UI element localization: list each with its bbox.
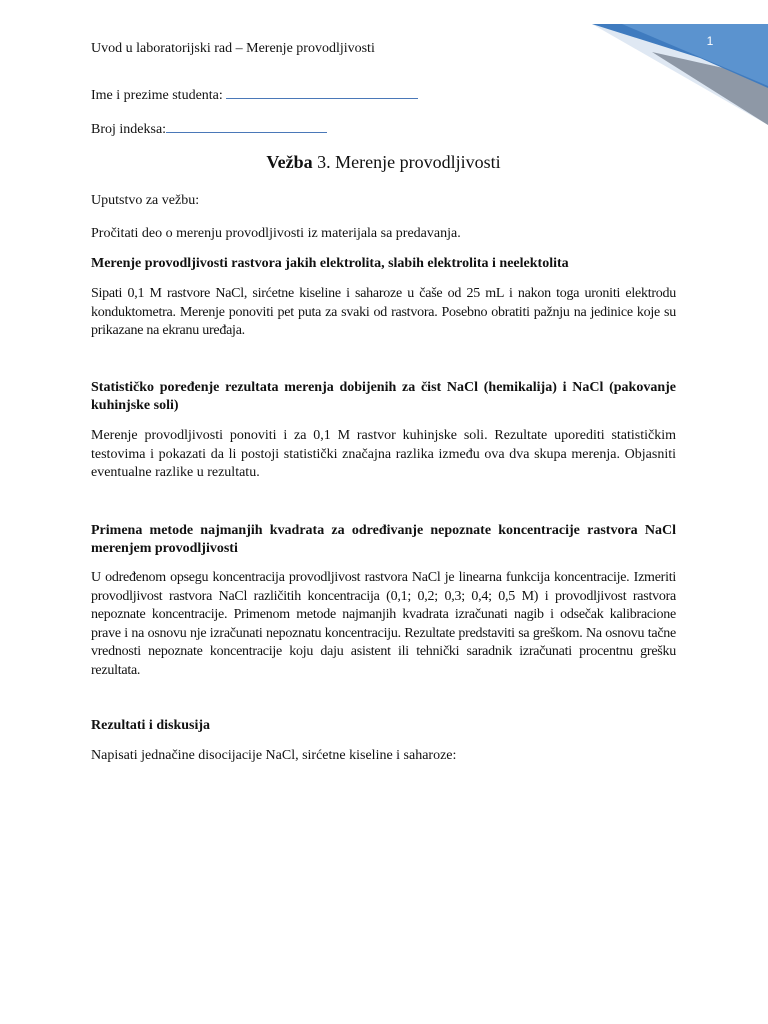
corner-decoration xyxy=(592,0,768,125)
index-number-blank[interactable] xyxy=(166,120,327,133)
section-heading-least-squares: Primena metode najmanjih kvadrata za određivanje nepoznate koncentracije rastvora NaCl merenjem provodljivosti xyxy=(91,523,676,556)
index-number-field xyxy=(91,120,327,138)
exercise-title-rest: 3. Merenje provodljivosti xyxy=(312,152,501,172)
section-body-statistics: Merenje provodljivosti ponoviti i za 0,1 M rastvor kuhinjske soli. Rezultate uporediti statističkim testovima i pokazati da li postoji statistički značajna razlika između ova dva skupa merenja. Objasniti eventualne razlike u rezultatu. xyxy=(91,428,676,481)
index-number-label: Broj indeksa: xyxy=(91,122,167,137)
exercise-title-bold: Vežba xyxy=(266,152,313,172)
student-name-label: Ime i prezime studenta: xyxy=(91,88,223,103)
student-name-field xyxy=(91,86,418,104)
section-heading-statistics: Statističko poređenje rezultata merenja dobijenih za čist NaCl (hemikalija) i NaCl (pakovanje kuhinjske soli) xyxy=(91,380,676,413)
section-body-electrolytes: Sipati 0,1 M rastvore NaCl, sirćetne kiseline i saharoze u čaše od 25 mL i nakon toga uroniti elektrodu konduktometra. Merenje ponoviti pet puta za svaki od rastvora. Posebno obratiti pažnju na jedinice koje su prikazane na ekranu uređaja. xyxy=(91,286,676,339)
section-body-results: Napisati jednačine disocijacije NaCl, sirćetne kiseline i saharoze: xyxy=(91,748,457,763)
section-heading-results: Rezultati i diskusija xyxy=(91,718,211,733)
student-name-blank[interactable] xyxy=(226,86,418,99)
instructions-heading: Uputstvo za vežbu: xyxy=(91,193,200,208)
page-number: 1 xyxy=(706,34,714,48)
instructions-intro: Pročitati deo o merenju provodljivosti iz materijala sa predavanja. xyxy=(91,226,461,241)
section-heading-electrolytes: Merenje provodljivosti rastvora jakih elektrolita, slabih elektrolita i neelektolita xyxy=(91,256,569,271)
section-body-least-squares: U određenom opsegu koncentracija provodljivost rastvora NaCl je linearna funkcija koncentracije. Izmeriti provodljivost rastvora NaCl različitih koncentracija (0,1; 0,2; 0,3; 0,4; 0,5 M) i provodljivost rastvora nepoznate koncentracije. Primenom metode najmanjih kvadrata izračunati nagib i odsečak kalibracione prave i na osnovu nje izračunati nepoznatu koncentraciju. Rezultate predstaviti sa greškom. Na osnovu tačne vrednosti nepoznate koncentracije koju daju asistent ili tehnički saradnik izračunati procentnu grešku rezultata. xyxy=(91,570,676,678)
exercise-title xyxy=(91,152,676,173)
running-header: Uvod u laboratorijski rad – Merenje provodljivosti xyxy=(91,41,375,56)
